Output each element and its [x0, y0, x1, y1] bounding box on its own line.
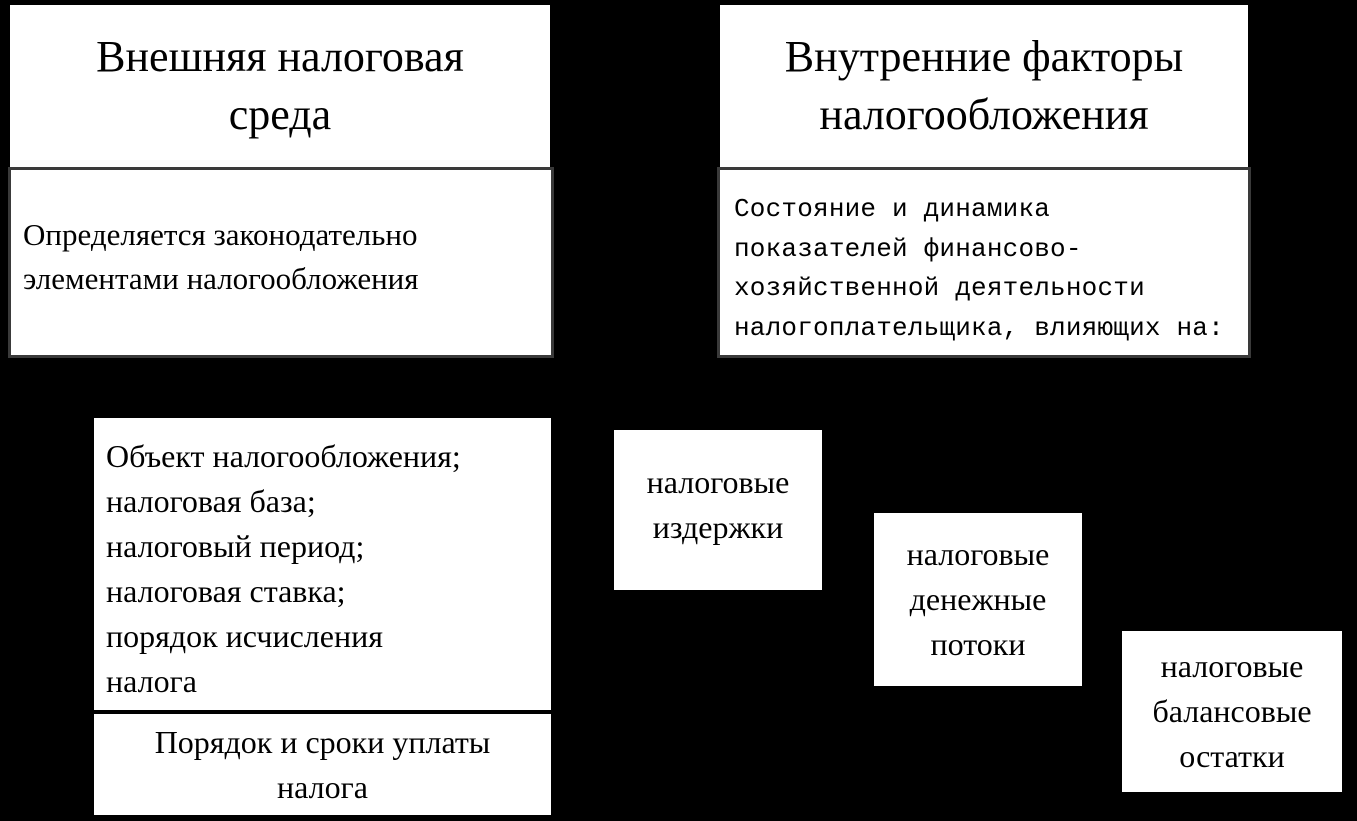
- factor-line: издержки: [652, 509, 784, 545]
- header-line: Внутренние факторы: [784, 32, 1184, 81]
- payment-order-line: налога: [277, 768, 368, 805]
- factor-line: денежные: [909, 581, 1047, 617]
- payment-order-box: [94, 714, 551, 815]
- external-tax-environment-title: [96, 28, 464, 144]
- factor-tax-cash-flows: [874, 513, 1082, 686]
- tax-element-item: порядок исчисления: [106, 618, 383, 654]
- internal-tax-factors-title: [785, 28, 1183, 144]
- internal-factors-description: [717, 167, 1251, 358]
- tax-element-item: налоговый период;: [106, 528, 365, 564]
- factor-line: налоговые: [1160, 648, 1304, 684]
- factor-line: налоговые: [906, 536, 1050, 572]
- tax-elements-box: [94, 418, 551, 710]
- description-line: Определяется законодательно: [23, 216, 418, 252]
- description-line: показателей финансово-: [734, 233, 1082, 264]
- tax-element-item: налоговая база;: [106, 483, 316, 519]
- header-line: среда: [228, 90, 332, 139]
- external-tax-environment-header: [10, 5, 550, 167]
- description-line: Состояние и динамика: [734, 194, 1051, 224]
- factor-line: налоговые: [646, 464, 790, 500]
- payment-order-line: Порядок и сроки уплаты: [154, 723, 491, 760]
- factor-line: потоки: [930, 626, 1026, 662]
- factor-line: балансовые: [1152, 693, 1312, 729]
- description-line: хозяйственной деятельности: [734, 273, 1145, 303]
- description-line: налогоплательщика, влияющих на:: [734, 312, 1224, 343]
- header-line: налогообложения: [819, 90, 1149, 139]
- internal-tax-factors-header: [720, 5, 1248, 167]
- tax-element-item: налога: [106, 663, 197, 699]
- factor-tax-balance-residuals: [1122, 631, 1342, 792]
- header-line: Внешняя налоговая: [96, 32, 464, 81]
- tax-element-item: Объект налогообложения;: [106, 438, 461, 474]
- tax-element-item: налоговая ставка;: [106, 573, 346, 609]
- factor-tax-costs: [614, 430, 822, 590]
- description-line: элементами налогообложения: [23, 260, 419, 296]
- factor-line: остатки: [1179, 738, 1285, 774]
- external-environment-description: [8, 167, 554, 358]
